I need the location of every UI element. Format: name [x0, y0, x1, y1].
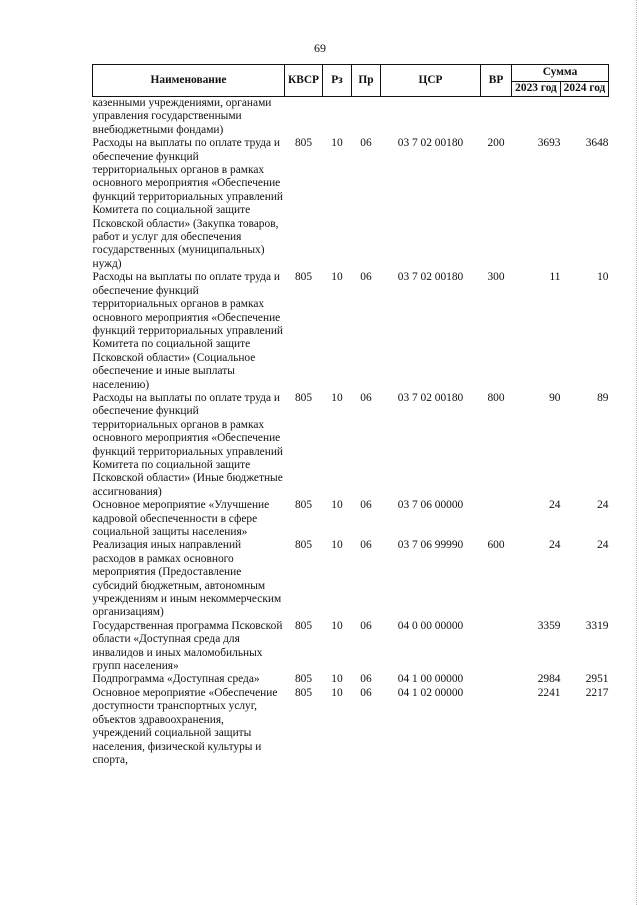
- page-number: 69: [314, 41, 326, 55]
- header-rz: Рз: [323, 65, 352, 97]
- header-csr: ЦСР: [381, 65, 481, 97]
- row-kvsr: 805: [294, 619, 313, 632]
- row-sum-2023: 3359: [537, 619, 561, 632]
- row-kvsr: 805: [294, 271, 313, 284]
- row-csr: 03 7 06 99990: [397, 539, 464, 552]
- row-rz: [323, 97, 352, 138]
- table-row: [93, 687, 609, 767]
- row-name: Государственная программа Псковской области «Доступная среда для инвалидов и иных маломобильных групп населения»: [92, 619, 283, 673]
- row-vr: 600: [487, 539, 505, 552]
- table-row: [93, 137, 609, 271]
- header-year-2024: 2024 год: [561, 82, 609, 97]
- row-sum-2024: 10: [597, 271, 609, 284]
- row-sum-2023: 2241: [537, 686, 561, 699]
- row-name: Расходы на выплаты по оплате труда и обеспечение функций территориальных органов в рамках основного мероприятия «Обеспечение функций территориальных управлений Комитета по социальной защите Псковской области» (Закупка товаров, работ и услуг для обеспечения государственных (муниципальных) нужд): [92, 137, 284, 270]
- row-sum-2023: 24: [549, 539, 561, 552]
- row-name: Подпрограмма «Доступная среда»: [92, 673, 260, 686]
- row-kvsr: 805: [294, 499, 313, 512]
- row-vr: 300: [487, 271, 505, 284]
- row-sum-2024: 24: [597, 499, 609, 512]
- row-name: казенными учреждениями, органами управления государственными внебюджетными фондами): [92, 97, 272, 136]
- row-sum-2023: [512, 97, 561, 138]
- row-vr: [481, 499, 512, 539]
- row-kvsr: 805: [294, 391, 313, 404]
- row-pr: 06: [360, 539, 372, 552]
- row-name: Реализация иных направлений расходов в рамках основного мероприятия (Предоставление субсидий бюджетным, автономным учреждениям и иным некоммерческим организациям): [92, 539, 282, 619]
- row-sum-2023: 2984: [537, 673, 561, 686]
- table-row: [93, 673, 609, 686]
- scan-edge-divider: [635, 0, 637, 905]
- row-rz: 10: [331, 499, 343, 512]
- row-sum-2023: 90: [549, 391, 561, 404]
- row-rz: 10: [331, 673, 343, 686]
- row-kvsr: 805: [294, 539, 313, 552]
- row-rz: 10: [331, 619, 343, 632]
- budget-table: [92, 64, 609, 767]
- row-name: Расходы на выплаты по оплате труда и обеспечение функций территориальных органов в рамках основного мероприятия «Обеспечение функций территориальных управлений Комитета по социальной защите Псковской области» (Иные бюджетные ассигнования): [92, 391, 284, 498]
- row-name: Расходы на выплаты по оплате труда и обеспечение функций территориальных органов в рамках основного мероприятия «Обеспечение функций территориальных управлений Комитета по социальной защите Псковской области» (Социальное обеспечение и иные выплаты населению): [92, 271, 284, 391]
- row-csr: 03 7 06 00000: [397, 499, 464, 512]
- row-sum-2024: 2951: [585, 673, 609, 686]
- row-vr: 800: [487, 391, 505, 404]
- row-sum-2024: 3648: [585, 137, 609, 150]
- header-vr: ВР: [481, 65, 512, 97]
- row-vr: [481, 673, 512, 686]
- row-rz: 10: [331, 137, 343, 150]
- row-kvsr: 805: [294, 673, 313, 686]
- table-row: [93, 539, 609, 619]
- row-pr: 06: [360, 499, 372, 512]
- row-kvsr: 805: [294, 137, 313, 150]
- row-csr: 03 7 02 00180: [397, 271, 464, 284]
- row-csr: 03 7 02 00180: [397, 137, 464, 150]
- row-rz: 10: [331, 686, 343, 699]
- header-name: Наименование: [93, 65, 285, 97]
- table-row: [93, 620, 609, 674]
- table-row: [93, 97, 609, 138]
- row-rz: 10: [331, 271, 343, 284]
- row-rz: 10: [331, 539, 343, 552]
- row-sum-2023: 24: [549, 499, 561, 512]
- row-pr: 06: [360, 391, 372, 404]
- row-vr: [481, 620, 512, 674]
- table-body: [93, 97, 609, 768]
- row-sum-2024: 3319: [585, 619, 609, 632]
- table-header: [93, 65, 609, 97]
- row-pr: 06: [360, 673, 372, 686]
- row-kvsr: [285, 97, 323, 138]
- row-sum-2023: 11: [549, 271, 561, 284]
- row-sum-2024: [561, 97, 609, 138]
- row-pr: 06: [360, 137, 372, 150]
- header-sum: Сумма: [512, 65, 609, 82]
- header-pr: Пр: [352, 65, 381, 97]
- row-csr: 04 1 02 00000: [397, 686, 464, 699]
- row-sum-2024: 24: [597, 539, 609, 552]
- row-pr: 06: [360, 271, 372, 284]
- row-kvsr: 805: [294, 686, 313, 699]
- row-sum-2023: 3693: [537, 137, 561, 150]
- header-kvsr: КВСР: [285, 65, 323, 97]
- row-name: Основное мероприятие «Улучшение кадровой обеспеченности в сфере социальной защиты населения»: [92, 499, 270, 538]
- row-sum-2024: 2217: [585, 686, 609, 699]
- row-vr: [481, 687, 512, 767]
- table-row: [93, 499, 609, 539]
- table-row: [93, 392, 609, 499]
- header-year-2023: 2023 год: [512, 82, 561, 97]
- row-sum-2024: 89: [597, 391, 609, 404]
- row-vr: [481, 97, 512, 138]
- row-csr: 03 7 02 00180: [397, 391, 464, 404]
- row-name: Основное мероприятие «Обеспечение доступности транспортных услуг, объектов здравоохранения, учреждений социальной защиты населения, физической культуры и спорта,: [92, 686, 278, 766]
- table-row: [93, 271, 609, 392]
- row-rz: 10: [331, 391, 343, 404]
- row-pr: 06: [360, 686, 372, 699]
- row-pr: 06: [360, 619, 372, 632]
- row-csr: 04 0 00 00000: [397, 619, 464, 632]
- row-csr: 04 1 00 00000: [397, 673, 464, 686]
- row-csr: [381, 97, 481, 138]
- row-pr: [352, 97, 381, 138]
- row-vr: 200: [487, 137, 505, 150]
